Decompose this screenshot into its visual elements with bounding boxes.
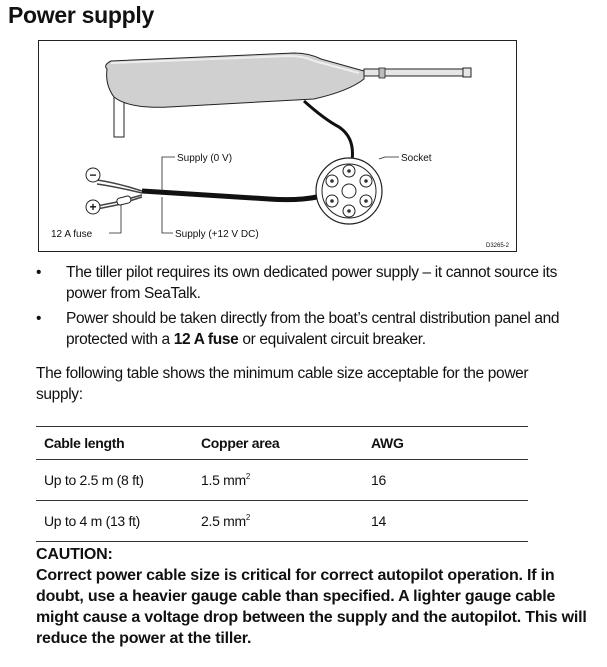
header-awg: AWG <box>363 427 528 460</box>
requirements-list <box>36 262 591 354</box>
cell-area: 2.5 $mm^2$ <box>193 501 363 542</box>
list-item <box>36 308 591 350</box>
cell-area: 1.5 $mm^2$ <box>193 460 363 501</box>
cell-awg: 16 <box>363 460 528 501</box>
cell-awg: 14 <box>363 501 528 542</box>
list-item <box>36 262 591 304</box>
caution-block <box>36 544 596 649</box>
table-row <box>36 460 528 501</box>
caution-heading: CAUTION: <box>36 546 113 563</box>
table-header-row <box>36 427 528 460</box>
bullet-text-end: or equivalent circuit breaker. <box>238 331 426 348</box>
figure-code: D3265-2 <box>486 243 510 249</box>
table-intro: The following table shows the minimum cable size acceptable for the power supply: <box>36 365 529 403</box>
header-cable-length: Cable length <box>36 427 193 460</box>
bullet-text: Power should be taken directly from the boat’s central distribution panel and protected with a <box>66 310 560 348</box>
minus-terminal-label: − <box>89 168 97 182</box>
cell-length: Up to 4 m (13 ft) <box>36 501 193 542</box>
supply-0v-label: Supply (0 V) <box>177 153 233 164</box>
cell-length: Up to 2.5 m (8 ft) <box>36 460 193 501</box>
fuse-label: 12 A fuse <box>51 229 93 240</box>
tiller-pilot-illustration <box>106 53 471 137</box>
caution-text: Correct power cable size is critical for correct autopilot operation. If in doubt, use a heavier gauge cable than specified. A lighter gauge cable might cause a voltage drop between the supply and the autopilot. This will reduce the power at the tiller. <box>36 567 587 647</box>
bullet-symbol: • <box>36 264 42 281</box>
socket-label: Socket <box>401 153 432 164</box>
cable-size-table <box>36 426 528 542</box>
supply-12v-label: Supply (+12 V DC) <box>175 229 259 240</box>
plus-terminal-label: + <box>89 200 97 214</box>
socket-connector <box>316 158 382 224</box>
table-row <box>36 501 528 542</box>
page-title: Power supply <box>8 2 154 28</box>
bullet-text: The tiller pilot requires its own dedicated power supply – it cannot source its power from SeaTalk. <box>66 264 558 302</box>
header-copper-area: Copper area <box>193 427 363 460</box>
bullet-symbol: • <box>36 310 42 327</box>
fuse-emphasis: 12 A fuse <box>173 331 239 348</box>
power-supply-diagram <box>38 40 517 252</box>
